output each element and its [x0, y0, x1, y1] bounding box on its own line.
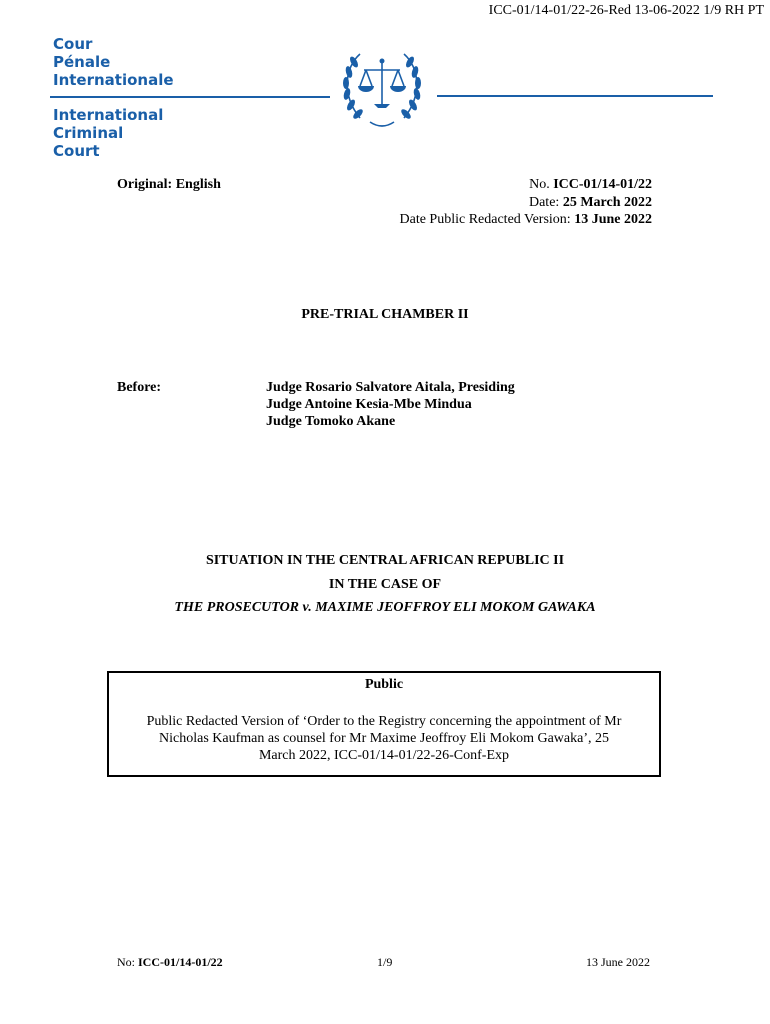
header-reference: ICC-01/14-01/22-26-Red 13-06-2022 1/9 RH PT — [488, 3, 764, 18]
org-en-line: Criminal — [53, 124, 124, 142]
before-label: Before: — [117, 380, 162, 395]
org-name-english — [53, 106, 163, 160]
date-line — [529, 194, 652, 212]
date-prefix: Date: — [528, 195, 563, 210]
footer-date: 13 June 2022 — [586, 955, 650, 969]
redacted-date-prefix: Date Public Redacted Version: — [399, 212, 575, 227]
org-name-french — [53, 35, 174, 89]
situation-heading: SITUATION IN THE CENTRAL AFRICAN REPUBLIC II — [205, 553, 565, 568]
case-of-heading: IN THE CASE OF — [328, 577, 442, 592]
org-fr-line: Cour — [53, 35, 93, 53]
document-title-line: Public Redacted Version of ‘Order to the Registry concerning the appointment of Mr — [146, 714, 622, 729]
case-number: ICC-01/14-01/22 — [553, 177, 652, 192]
redacted-date-line — [400, 211, 653, 229]
chamber-heading: PRE-TRIAL CHAMBER II — [301, 307, 469, 322]
case-name-heading: THE PROSECUTOR v. MAXIME JEOFFROY ELI MOKOM GAWAKA — [174, 600, 596, 615]
redacted-date: 13 June 2022 — [574, 212, 652, 227]
footer-page-number: 1/9 — [377, 955, 393, 969]
document-title-line: March 2022, ICC-01/14-01/22-26-Conf-Exp — [258, 748, 510, 763]
judge-name: Judge Antoine Kesia-Mbe Mindua — [266, 397, 472, 412]
case-number-prefix: No. — [529, 177, 554, 192]
org-en-line: Court — [53, 142, 100, 160]
header-rule-right — [437, 95, 713, 97]
document-title-line: Nicholas Kaufman as counsel for Mr Maxime Jeoffroy Eli Mokom Gawaka’, 25 — [159, 731, 609, 746]
org-fr-line: Pénale — [53, 53, 111, 71]
classification-label: Public — [364, 677, 404, 692]
org-en-line: International — [53, 106, 164, 124]
header-rule-left — [50, 96, 330, 98]
footer-number: ICC-01/14-01/22 — [138, 955, 223, 969]
document-date: 25 March 2022 — [562, 195, 652, 210]
original-language: Original: English — [117, 177, 221, 192]
org-fr-line: Internationale — [53, 71, 174, 89]
footer-number-prefix: No: — [117, 955, 138, 969]
footer-case-number — [117, 953, 223, 971]
document-title-box — [107, 671, 661, 777]
judge-name: Judge Tomoko Akane — [266, 414, 396, 429]
document-title — [119, 713, 649, 764]
icc-emblem-scales-icon — [330, 46, 434, 132]
case-number-line — [529, 176, 652, 194]
judge-name: Judge Rosario Salvatore Aitala, Presiding — [266, 380, 515, 395]
